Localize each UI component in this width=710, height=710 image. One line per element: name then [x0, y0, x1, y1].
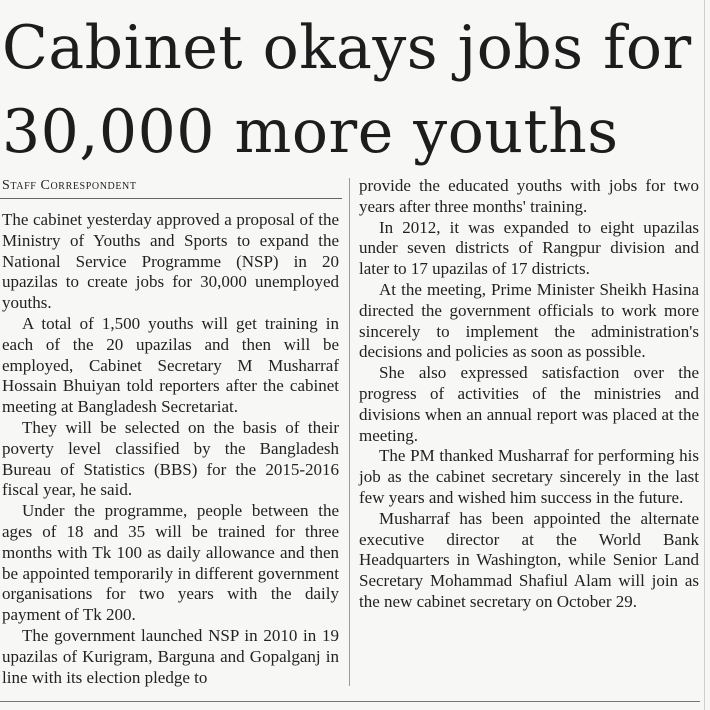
paragraph: provide the educated youths with jobs for two years after three months' training. — [359, 176, 699, 216]
paragraph: In 2012, it was expanded to eight upazilas under seven districts of Rangpur division and later to 17 upazilas of 17 districts. — [359, 217, 699, 279]
byline-rule — [0, 198, 342, 199]
page-edge — [704, 0, 705, 710]
paragraph: Musharraf has been appointed the alternate executive director at the World Bank Headquarters in Washington, while Senior Land Secretary Mohammad Shafiul Alam will join as the new cabinet secretary on October 29. — [359, 508, 699, 611]
paragraph: They will be selected on the basis of their poverty level classified by the Bangladesh Bureau of Statistics (BBS) for the 2015-2016 fiscal year, he said. — [2, 417, 339, 500]
paragraph: The cabinet yesterday approved a proposal of the Ministry of Youths and Sports to expand the National Service Programme (NSP) in 20 upazilas to create jobs for 30,000 unemployed youths. — [2, 210, 339, 313]
paragraph: She also expressed satisfaction over the progress of activities of the ministries and divisions when an annual report was placed at the meeting. — [359, 363, 699, 445]
paragraph: The government launched NSP in 2010 in 19 upazilas of Kurigram, Barguna and Gopalganj in line with its election pledge to — [2, 625, 339, 687]
headline: Cabinet okays jobs for 30,000 more youths — [2, 13, 692, 167]
paragraph: A total of 1,500 youths will get training in each of the 20 upazilas and then will be employed, Cabinet Secretary M Musharraf Hossain Bhuiyan told reporters after the cabinet meeting at Bangladesh Secretariat. — [2, 313, 339, 417]
paragraph: The PM thanked Musharraf for performing his job as the cabinet secretary sincerely in the last few years and wished him success in the future. — [359, 446, 699, 507]
column-divider — [349, 178, 350, 686]
byline: Staff Correspondent — [2, 178, 137, 193]
paragraph: At the meeting, Prime Minister Sheikh Hasina directed the government officials to work more sincerely to implement the administration's decisions and policies as soon as possible. — [359, 279, 699, 362]
article-column-right — [359, 176, 699, 613]
article-column-left — [2, 210, 339, 688]
paragraph: Under the programme, people between the ages of 18 and 35 will be trained for three months with Tk 100 as daily allowance and then be appointed temporarily in different government organisations for two years with the daily payment of Tk 200. — [2, 501, 339, 625]
bottom-rule — [0, 701, 700, 702]
